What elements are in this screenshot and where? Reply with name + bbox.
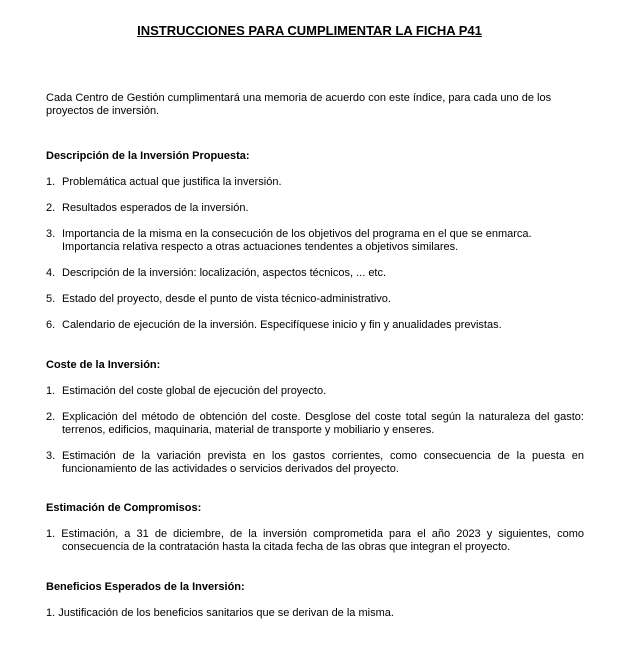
list-item: 5. Estado del proyecto, desde el punto de vista técnico-administrativo. (46, 293, 391, 305)
section-heading-beneficios: Beneficios Esperados de la Inversión: (46, 581, 245, 593)
list-item: 1. Estimación, a 31 de diciembre, de la inversión comprometida para el año 2023 y siguientes, como consecuencia de la contratación hasta la citada fecha de las obras que integran el proyecto. (46, 528, 584, 553)
list-item: 1. Problemática actual que justifica la inversión. (46, 176, 282, 188)
list-item: 2. Explicación del método de obtención del coste. Desglose del coste total según la naturaleza del gasto: terrenos, edificios, maquinaria, material de transporte y mobiliario y enseres. (46, 411, 584, 436)
list-item: 1. Justificación de los beneficios sanitarios que se derivan de la misma. (46, 607, 394, 619)
section-heading-descripcion: Descripción de la Inversión Propuesta: (46, 150, 250, 162)
section-heading-coste: Coste de la Inversión: (46, 359, 161, 371)
intro-paragraph: Cada Centro de Gestión cumplimentará una memoria de acuerdo con este índice, para cada uno de los proyectos de inversión. (46, 92, 552, 117)
list-item: 2. Resultados esperados de la inversión. (46, 202, 249, 214)
list-item: 4. Descripción de la inversión: localización, aspectos técnicos, ... etc. (46, 267, 387, 279)
section-heading-compromisos: Estimación de Compromisos: (46, 502, 202, 514)
list-item: 3. Importancia de la misma en la consecución de los objetivos del programa en el que se enmarca. Importancia relativa respecto a otras actuaciones tendentes a objetivos similares. (46, 228, 532, 253)
list-item: 1. Estimación del coste global de ejecución del proyecto. (46, 385, 327, 397)
list-item: 6. Calendario de ejecución de la inversión. Especifíquese inicio y fin y anualidades previstas. (46, 319, 502, 331)
document-title: INSTRUCCIONES PARA CUMPLIMENTAR LA FICHA P41 (137, 23, 482, 38)
document-body (46, 92, 584, 620)
list-item: 3. Estimación de la variación prevista en los gastos corrientes, como consecuencia de la puesta en funcionamiento de las actividades o servicios derivados del proyecto. (46, 450, 584, 475)
